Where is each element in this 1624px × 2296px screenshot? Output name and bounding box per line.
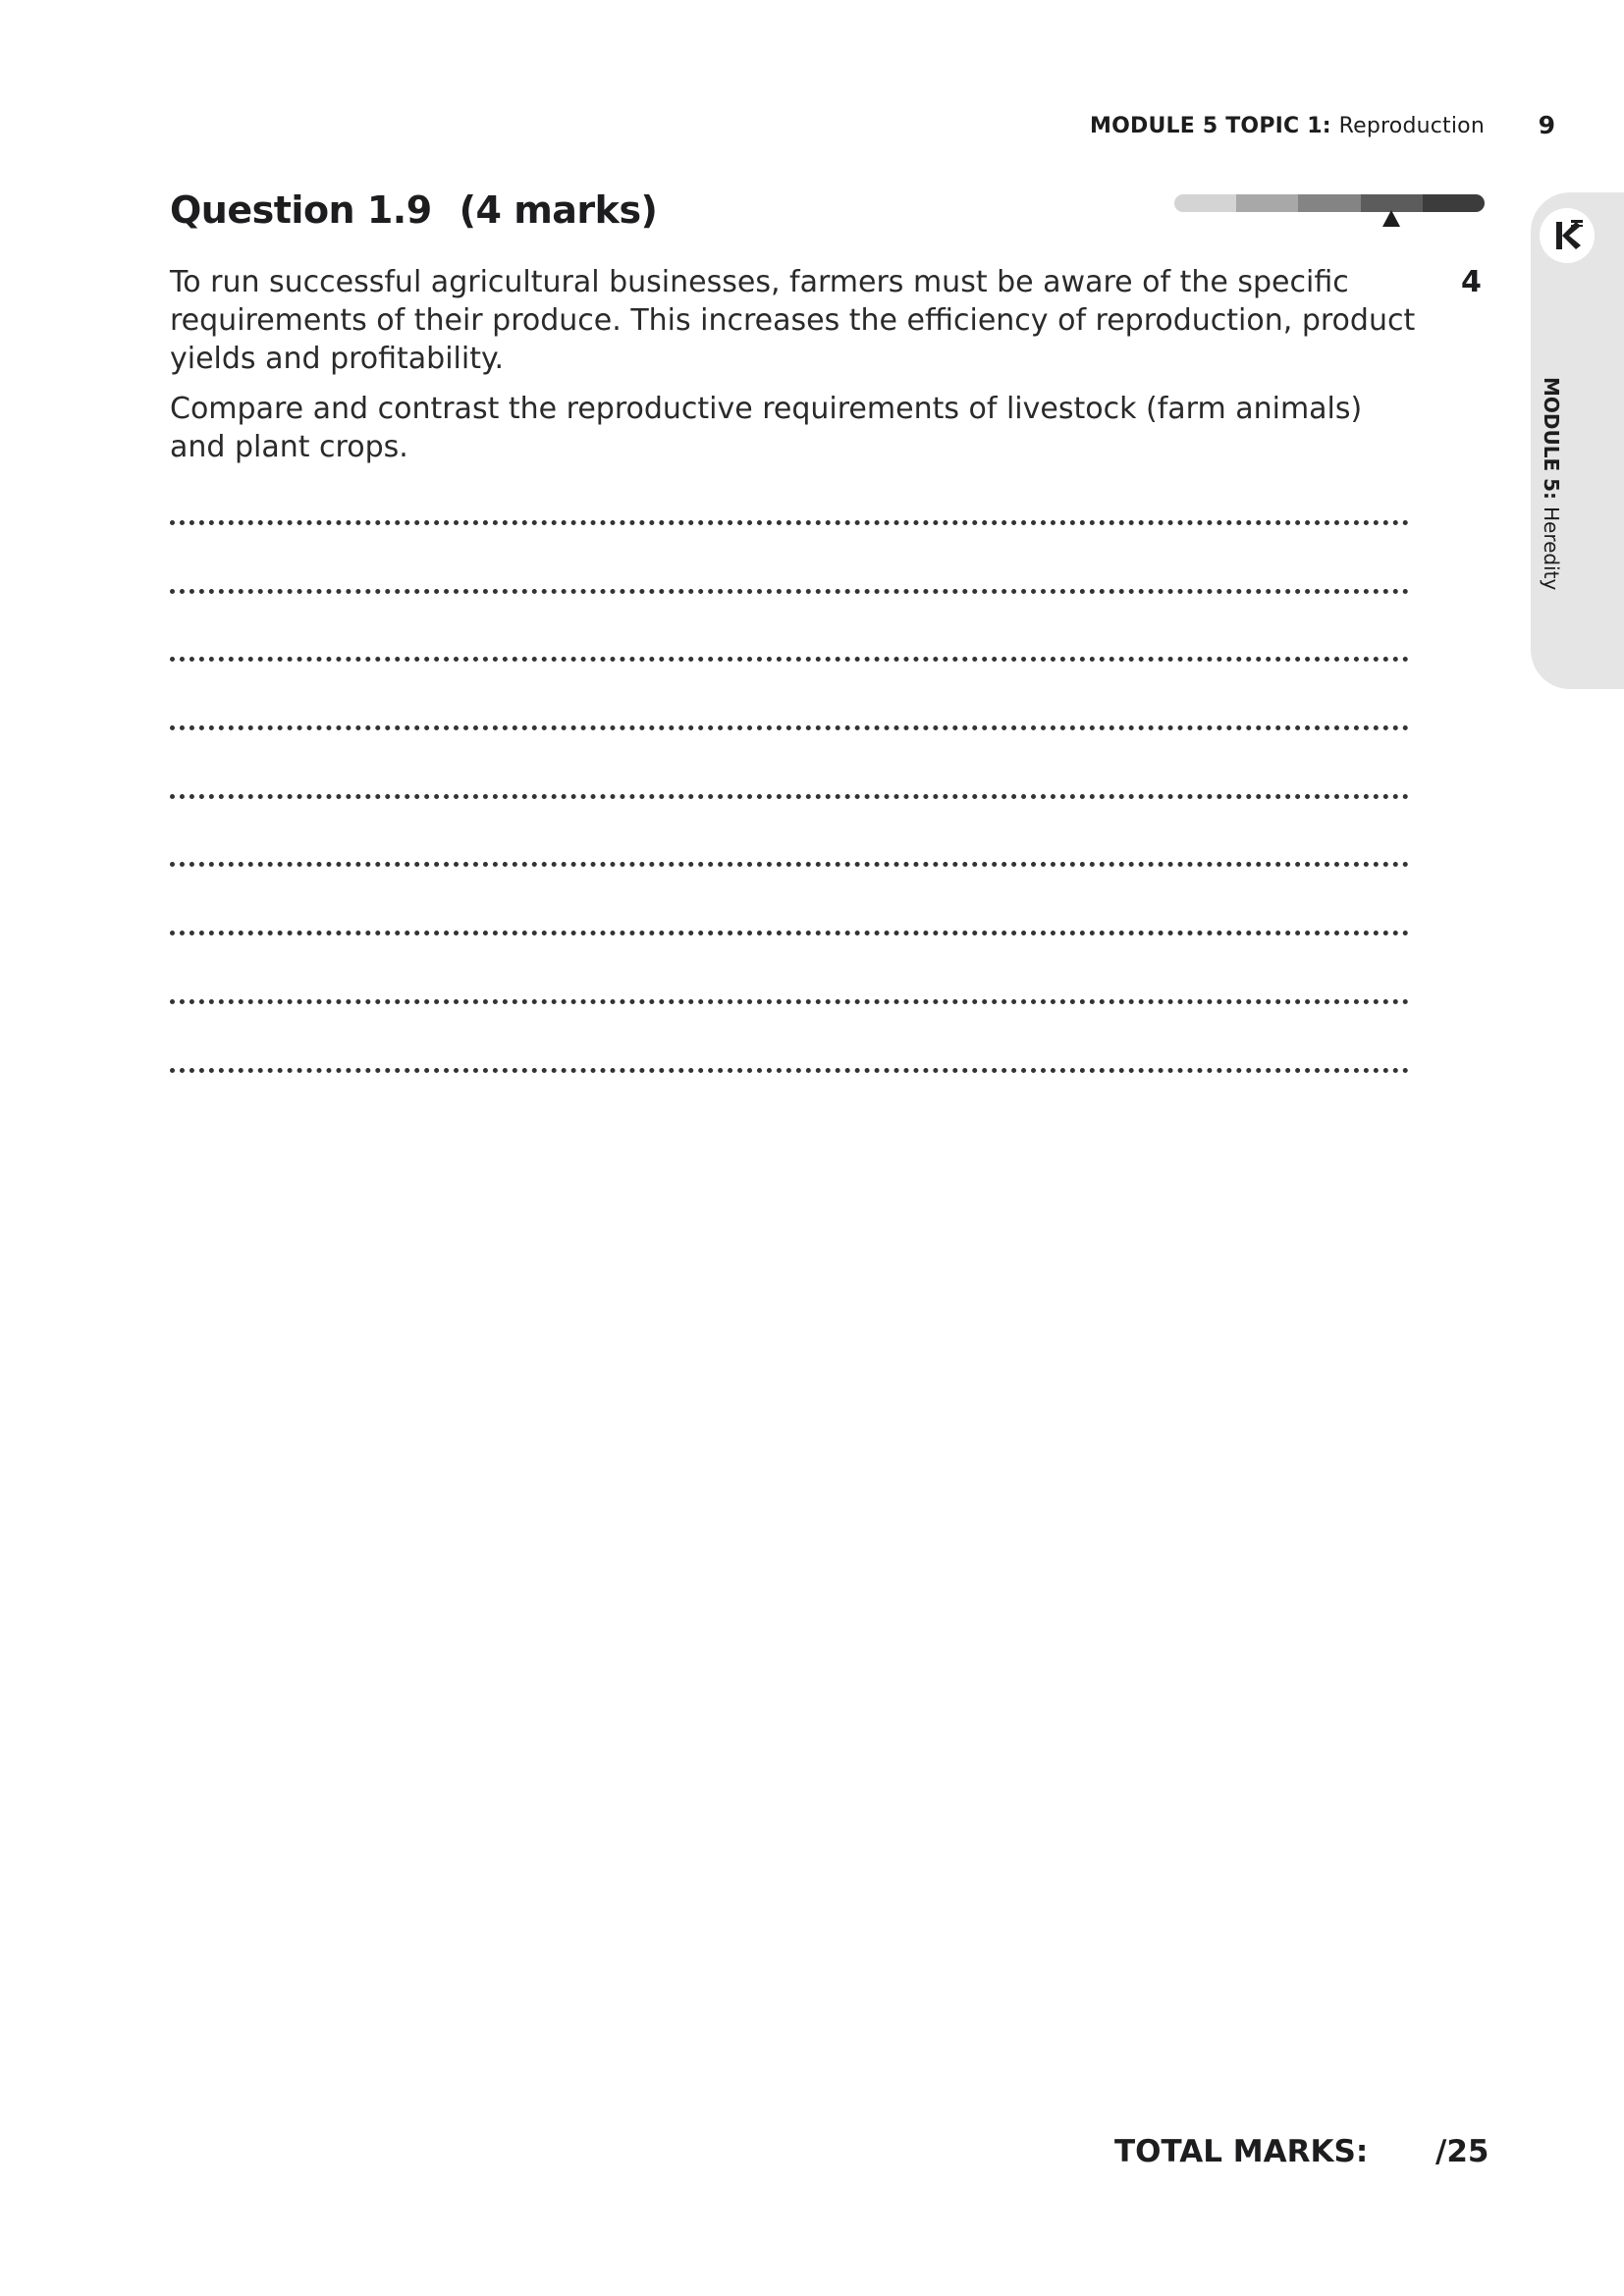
answer-line[interactable] [170,594,1409,663]
header-module-topic: MODULE 5 TOPIC 1: [1090,114,1331,138]
answer-line[interactable] [170,525,1409,594]
page-header [0,108,1624,147]
answer-line[interactable] [170,799,1409,868]
answer-line[interactable] [170,662,1409,730]
side-tab-label [1540,377,1563,590]
side-tab-title: Heredity [1540,507,1563,591]
difficulty-scale [1174,194,1485,212]
header-topic [1090,114,1485,138]
total-marks-label: TOTAL MARKS: [1114,2134,1369,2169]
question-paragraph: Compare and contrast the reproductive requirements of livestock (farm animals) and plant crops. [170,392,1363,464]
difficulty-segment [1423,194,1485,212]
side-tab-module: MODULE 5: [1540,377,1563,501]
difficulty-segment [1298,194,1360,212]
mark-allocation: 4 [1461,265,1482,299]
publisher-logo-icon [1540,208,1595,263]
answer-line[interactable] [170,935,1409,1004]
question-number: Question 1.9 [170,188,432,232]
question-paragraph: To run successful agricultural businesses, farmers must be aware of the specific requirements of their produce. This increases the efficiency of reproduction, product yields and profitability. [170,265,1416,376]
page-number: 9 [1538,111,1555,139]
answer-line[interactable] [170,1004,1409,1073]
answer-line[interactable] [170,867,1409,935]
question-title [170,188,657,232]
total-marks-out-of: /25 [1435,2134,1489,2169]
answer-line[interactable] [170,730,1409,799]
question-body [170,263,1417,478]
difficulty-indicator-arrow-icon [1382,210,1400,227]
header-topic-name: Reproduction [1338,114,1485,138]
answer-area[interactable] [170,520,1409,1073]
difficulty-segment [1174,194,1236,212]
question-marks: (4 marks) [459,188,658,232]
difficulty-segment [1236,194,1298,212]
